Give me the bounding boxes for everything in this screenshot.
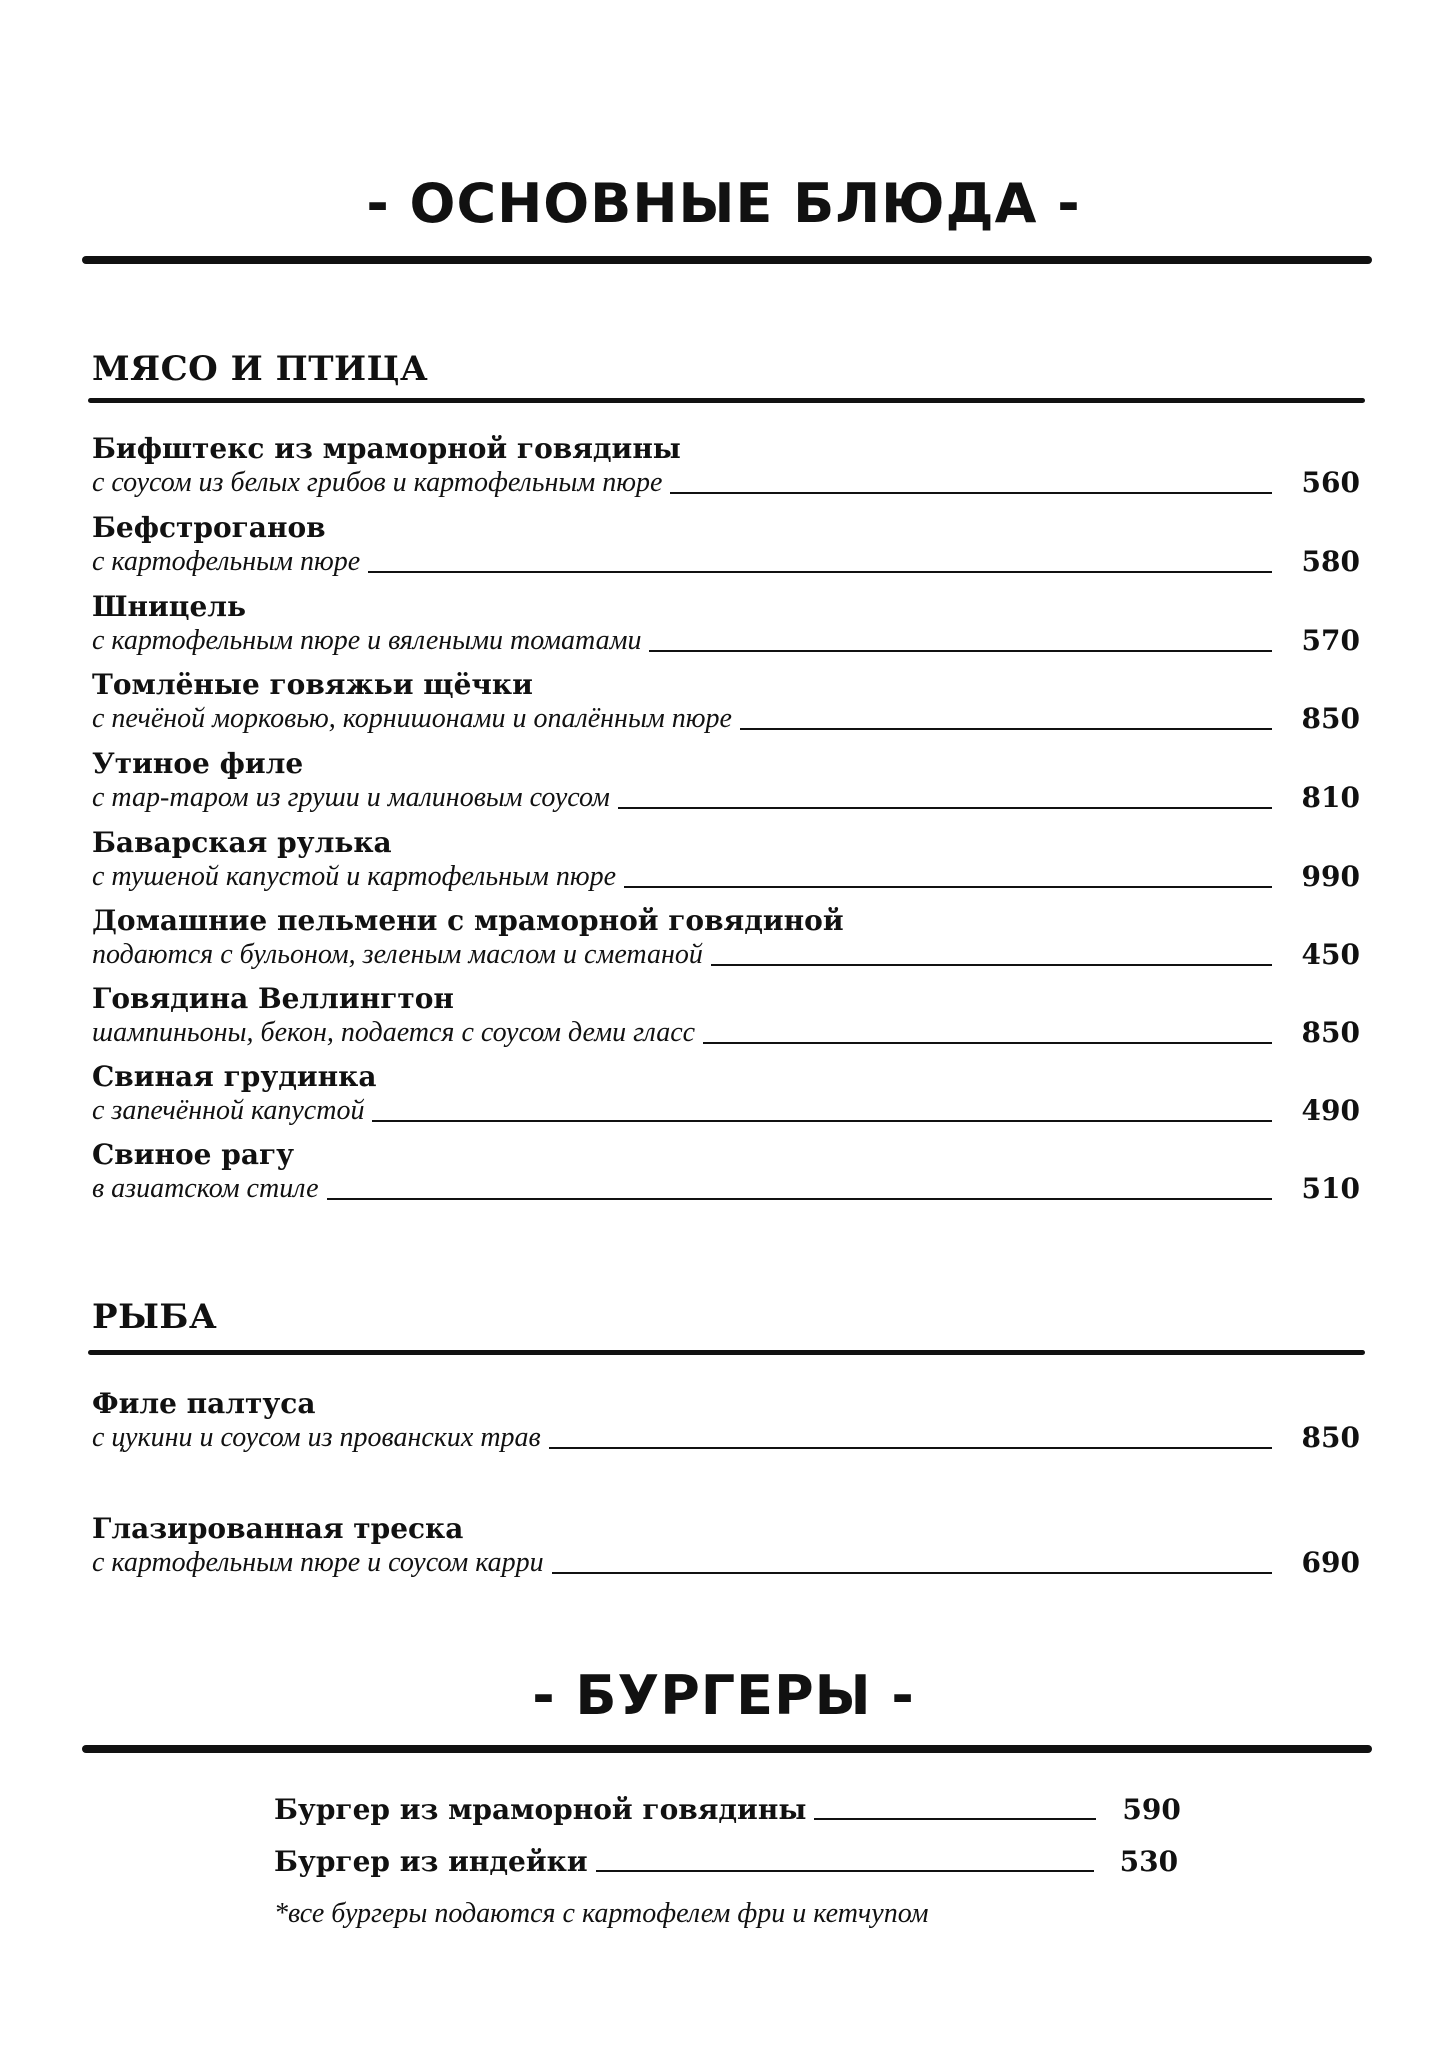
menu-item: [92, 1512, 1360, 1580]
menu-item-price: 560: [1301, 466, 1360, 499]
menu-item-price: 450: [1301, 938, 1360, 971]
leader-line: [327, 1198, 1272, 1200]
menu-item-desc: с тушеной капустой и картофельным пюре: [92, 861, 617, 892]
menu-item: [92, 982, 1360, 1050]
menu-item-price: 850: [1301, 1016, 1360, 1049]
menu-item-desc: с цукини и соусом из прованских трав: [92, 1422, 541, 1453]
menu-item: [92, 904, 1360, 972]
leader-line: [740, 728, 1272, 730]
menu-item-desc: с картофельным пюре и соусом карри: [92, 1547, 544, 1578]
menu-item-name: Бефстроганов: [92, 511, 326, 544]
menu-item-desc: подаются с бульоном, зеленым маслом и сметаной: [92, 939, 703, 970]
menu-item-price: 510: [1301, 1172, 1360, 1205]
menu-item: [92, 511, 1360, 579]
menu-item-desc: шампиньоны, бекон, подается с соусом деми гласс: [92, 1017, 696, 1048]
leader-line: [624, 886, 1272, 888]
meat-section-title: МЯСО И ПТИЦА: [92, 349, 429, 389]
menu-item: [92, 1138, 1360, 1206]
main-section-title: - ОСНОВНЫЕ БЛЮДА -: [366, 172, 1081, 235]
menu-item-desc: с печёной морковью, корнишонами и опалённым пюре: [92, 703, 732, 734]
menu-item-name: Свиное рагу: [92, 1138, 295, 1171]
menu-item-name: Утиное филе: [92, 747, 304, 780]
menu-item: [92, 590, 1360, 658]
menu-item-name: Бифштекс из мраморной говядины: [92, 432, 681, 465]
menu-item-name: Свиная грудинка: [92, 1060, 377, 1093]
meat-section-divider: [88, 398, 1365, 403]
menu-item-name: Филе палтуса: [92, 1387, 316, 1420]
menu-item-price: 990: [1301, 860, 1360, 893]
menu-item-price: 850: [1301, 702, 1360, 735]
menu-item-name: Томлёные говяжьи щёчки: [92, 668, 533, 701]
menu-item-desc: с тар-таром из груши и малиновым соусом: [92, 782, 610, 813]
menu-item-name: Глазированная треска: [92, 1512, 464, 1545]
burgers-section-divider: [82, 1745, 1372, 1753]
menu-item: [92, 1387, 1360, 1455]
menu-item: [92, 668, 1360, 736]
menu-item: [92, 1060, 1360, 1128]
burgers-note: *все бургеры подаются с картофелем фри и кетчупом: [274, 1898, 929, 1929]
leader-line: [596, 1870, 1094, 1872]
burger-item: [274, 1788, 1181, 1826]
menu-item-name: Говядина Веллингтон: [92, 982, 454, 1015]
leader-line: [711, 964, 1272, 966]
leader-line: [372, 1120, 1272, 1122]
burger-item: [274, 1840, 1179, 1878]
leader-line: [549, 1447, 1272, 1449]
leader-line: [814, 1818, 1096, 1820]
menu-item-name: Шницель: [92, 590, 247, 623]
menu-item: [92, 432, 1360, 500]
menu-item-name: Домашние пельмени с мраморной говядиной: [92, 904, 844, 937]
burger-item-price: 590: [1122, 1793, 1181, 1826]
burger-item-name: Бургер из мраморной говядины: [274, 1793, 807, 1826]
menu-item-desc: с соусом из белых грибов и картофельным пюре: [92, 467, 663, 498]
menu-item-desc: в азиатском стиле: [92, 1173, 319, 1204]
leader-line: [703, 1042, 1272, 1044]
menu-item-desc: с картофельным пюре и вялеными томатами: [92, 625, 642, 656]
leader-line: [649, 650, 1272, 652]
menu-item: [92, 747, 1360, 815]
burger-item-name: Бургер из индейки: [274, 1845, 588, 1878]
menu-item: [92, 826, 1360, 894]
menu-item-price: 690: [1301, 1546, 1360, 1579]
menu-item-desc: с запечённой капустой: [92, 1095, 365, 1126]
menu-item-name: Баварская рулька: [92, 826, 392, 859]
menu-item-price: 580: [1301, 545, 1360, 578]
menu-item-price: 490: [1301, 1094, 1360, 1127]
leader-line: [368, 571, 1272, 573]
leader-line: [552, 1572, 1272, 1574]
menu-item-price: 570: [1301, 624, 1360, 657]
fish-section-divider: [88, 1350, 1365, 1355]
menu-item-price: 850: [1301, 1421, 1360, 1454]
menu-item-price: 810: [1301, 781, 1360, 814]
burgers-section-title: - БУРГЕРЫ -: [532, 1664, 915, 1727]
fish-section-title: РЫБА: [92, 1297, 218, 1337]
main-section-divider: [82, 256, 1372, 264]
leader-line: [670, 492, 1272, 494]
burger-item-price: 530: [1119, 1845, 1179, 1878]
menu-item-desc: с картофельным пюре: [92, 546, 361, 577]
leader-line: [618, 807, 1272, 809]
